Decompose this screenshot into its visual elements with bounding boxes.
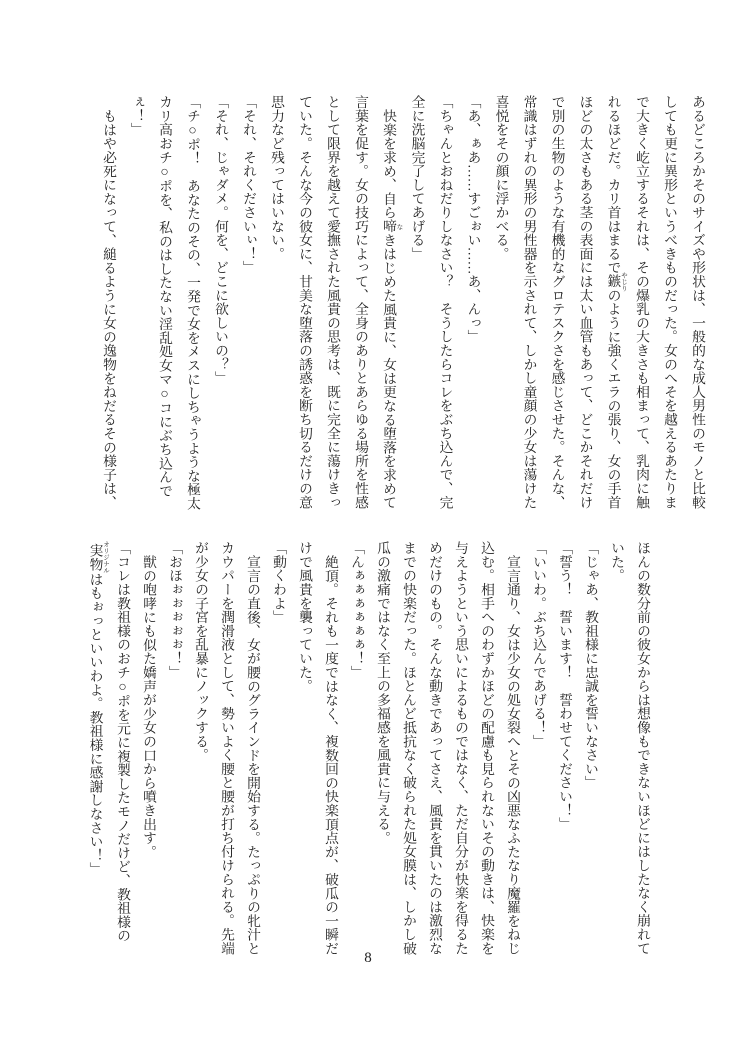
text-line: けで風貴を襲っていた。 [297,541,312,693]
text-line: ぇ！」 [129,95,144,137]
text-line: 「おほぉぉぉぉぉ！」 [167,541,182,679]
text-line: 「誓う！ 誓います！ 誓わせてください！」 [557,541,572,831]
text-line: 与えようという思いによるものではなく、ただ自分が快楽を得るた [453,541,468,955]
text-line: が少女の子宮を乱暴にノックする。 [193,541,208,762]
text-line: 実物 オリジナルはもぉっといいわよ。教祖様に感謝しなさい！」 [87,541,109,876]
text-line: 快楽を求め、自ら啼 なきはじめた風貴に、女は更なる堕落を求めて [381,108,403,510]
text-line: 思力など残ってはいない。 [269,95,284,261]
text-line: 「んぁぁぁぁぁぁ！」 [349,541,364,679]
text-line: 絶頂。それも一度ではなく、複数回の快楽頂点が、破瓜の一瞬だ [323,554,338,955]
text-line: 全に洗脳完了してあげる」 [409,95,425,261]
text-line: カウパーを潤滑液として、勢いよく腰と腰が打ち付けられる。先端 [219,541,234,955]
text-line: しても更に異形というべきものだった。女のへそを越えるあたりま [662,95,677,509]
text-line: 獣の咆哮にも似た嬌声が少女の口から噴き出す。 [141,554,156,859]
text-line: 「それ、それくださいぃ！」 [241,95,256,275]
text-line: 「チ○ポ！ あなたのその、一発で女をメスにしちゃうような極太 [185,95,200,511]
text-line: 「あ、ぁあ……すごぉい……あ、んっ」 [465,95,481,344]
text-block-top [94,95,711,511]
text-line: ほどの太さもある茎の表面には太い血管もあって、どこかそれだけ [577,95,593,509]
text-line: 「ちゃんとおねだりしなさい？ そうしたらコレをぶち込んで、完 [437,95,453,509]
text-line: として限界を越えて愛撫された風貴の思考は、既に完全に蕩けきっ [325,95,340,509]
text-line: 瓜の激痛ではなく至上の多福感を風貴に与える。 [375,541,390,845]
page-number: 8 [364,950,372,966]
text-line: 「じゃあ、教祖様に忠誠を誓いなさい」 [583,541,598,790]
text-line: いた。 [609,541,624,583]
text-line: あるどころかそのサイズや形状は、一般的な成人男性のモノと比較 [690,95,705,509]
text-line: 「コレは教祖様のおチ○ポを元に複製したモノだけど、教祖様の [115,541,130,943]
text-line: 込む。相手へのわずかほどの配慮も見られないその動きは、快楽を [479,541,494,955]
text-line: ていた。そんな今の彼女に、甘美な堕落の誘惑を断ち切るだけの意 [297,95,312,509]
text-line: 常識はずれの異形の男性器を示されて、しかし童顔の少女は蕩けた [521,95,537,509]
ruby-annotated-word: 実物 オリジナル [87,541,109,574]
text-block-bottom [82,541,656,957]
text-line: 「いいわ。ぶち込んであげる！」 [531,541,546,748]
text-line: れるほどだ。カリ首はまるで鏃 やじりのように強くエラの張り、女の手首 [605,95,627,510]
text-line: 「動くわよ」 [271,541,286,624]
ruby-annotated-word: 鏃 やじり [605,271,627,292]
text-line: 宣言の直後、女が腰のグラインドを開始する。たっぷりの牝汁と [245,554,260,955]
text-line: カリ高おチ○ポを、私のはしたない淫乱処女マ○コにぶち込んで [157,95,172,498]
text-line: で大きく屹立するそれは、その爆乳の大きさも相まって、乳肉に触 [634,95,649,509]
text-line: めだけのもの。そんな動きであってさえ、風貴を貫いたのは激烈な [427,541,442,955]
text-line: 言葉を促す。女の技巧によって、全身のありとあらゆる場所を性感 [353,95,368,509]
text-line: 「それ、じゃダメ。何を、どこに欲しいの？」 [213,95,228,385]
text-line: 宣言通り、女は少女の処女裂へとその凶悪なふたなり魔羅をねじ [505,554,520,955]
text-line: 喜悦をその顔に浮かべる。 [493,95,509,261]
text-line: ほんの数分前の彼女からは想像もできないほどにはしたなく崩れて [635,541,650,955]
ruby-annotated-word: 啼 な [381,219,403,234]
text-line: までの快楽だった。ほとんど抵抗なく破られた処女膜は、しかし破 [401,541,416,955]
text-line: もはや必死になって、縋るように女の逸物をねだるその様子は、 [101,108,116,509]
text-line: で別の生物のような有機的なグロテスクさを感じさせた。そんな、 [549,95,565,509]
